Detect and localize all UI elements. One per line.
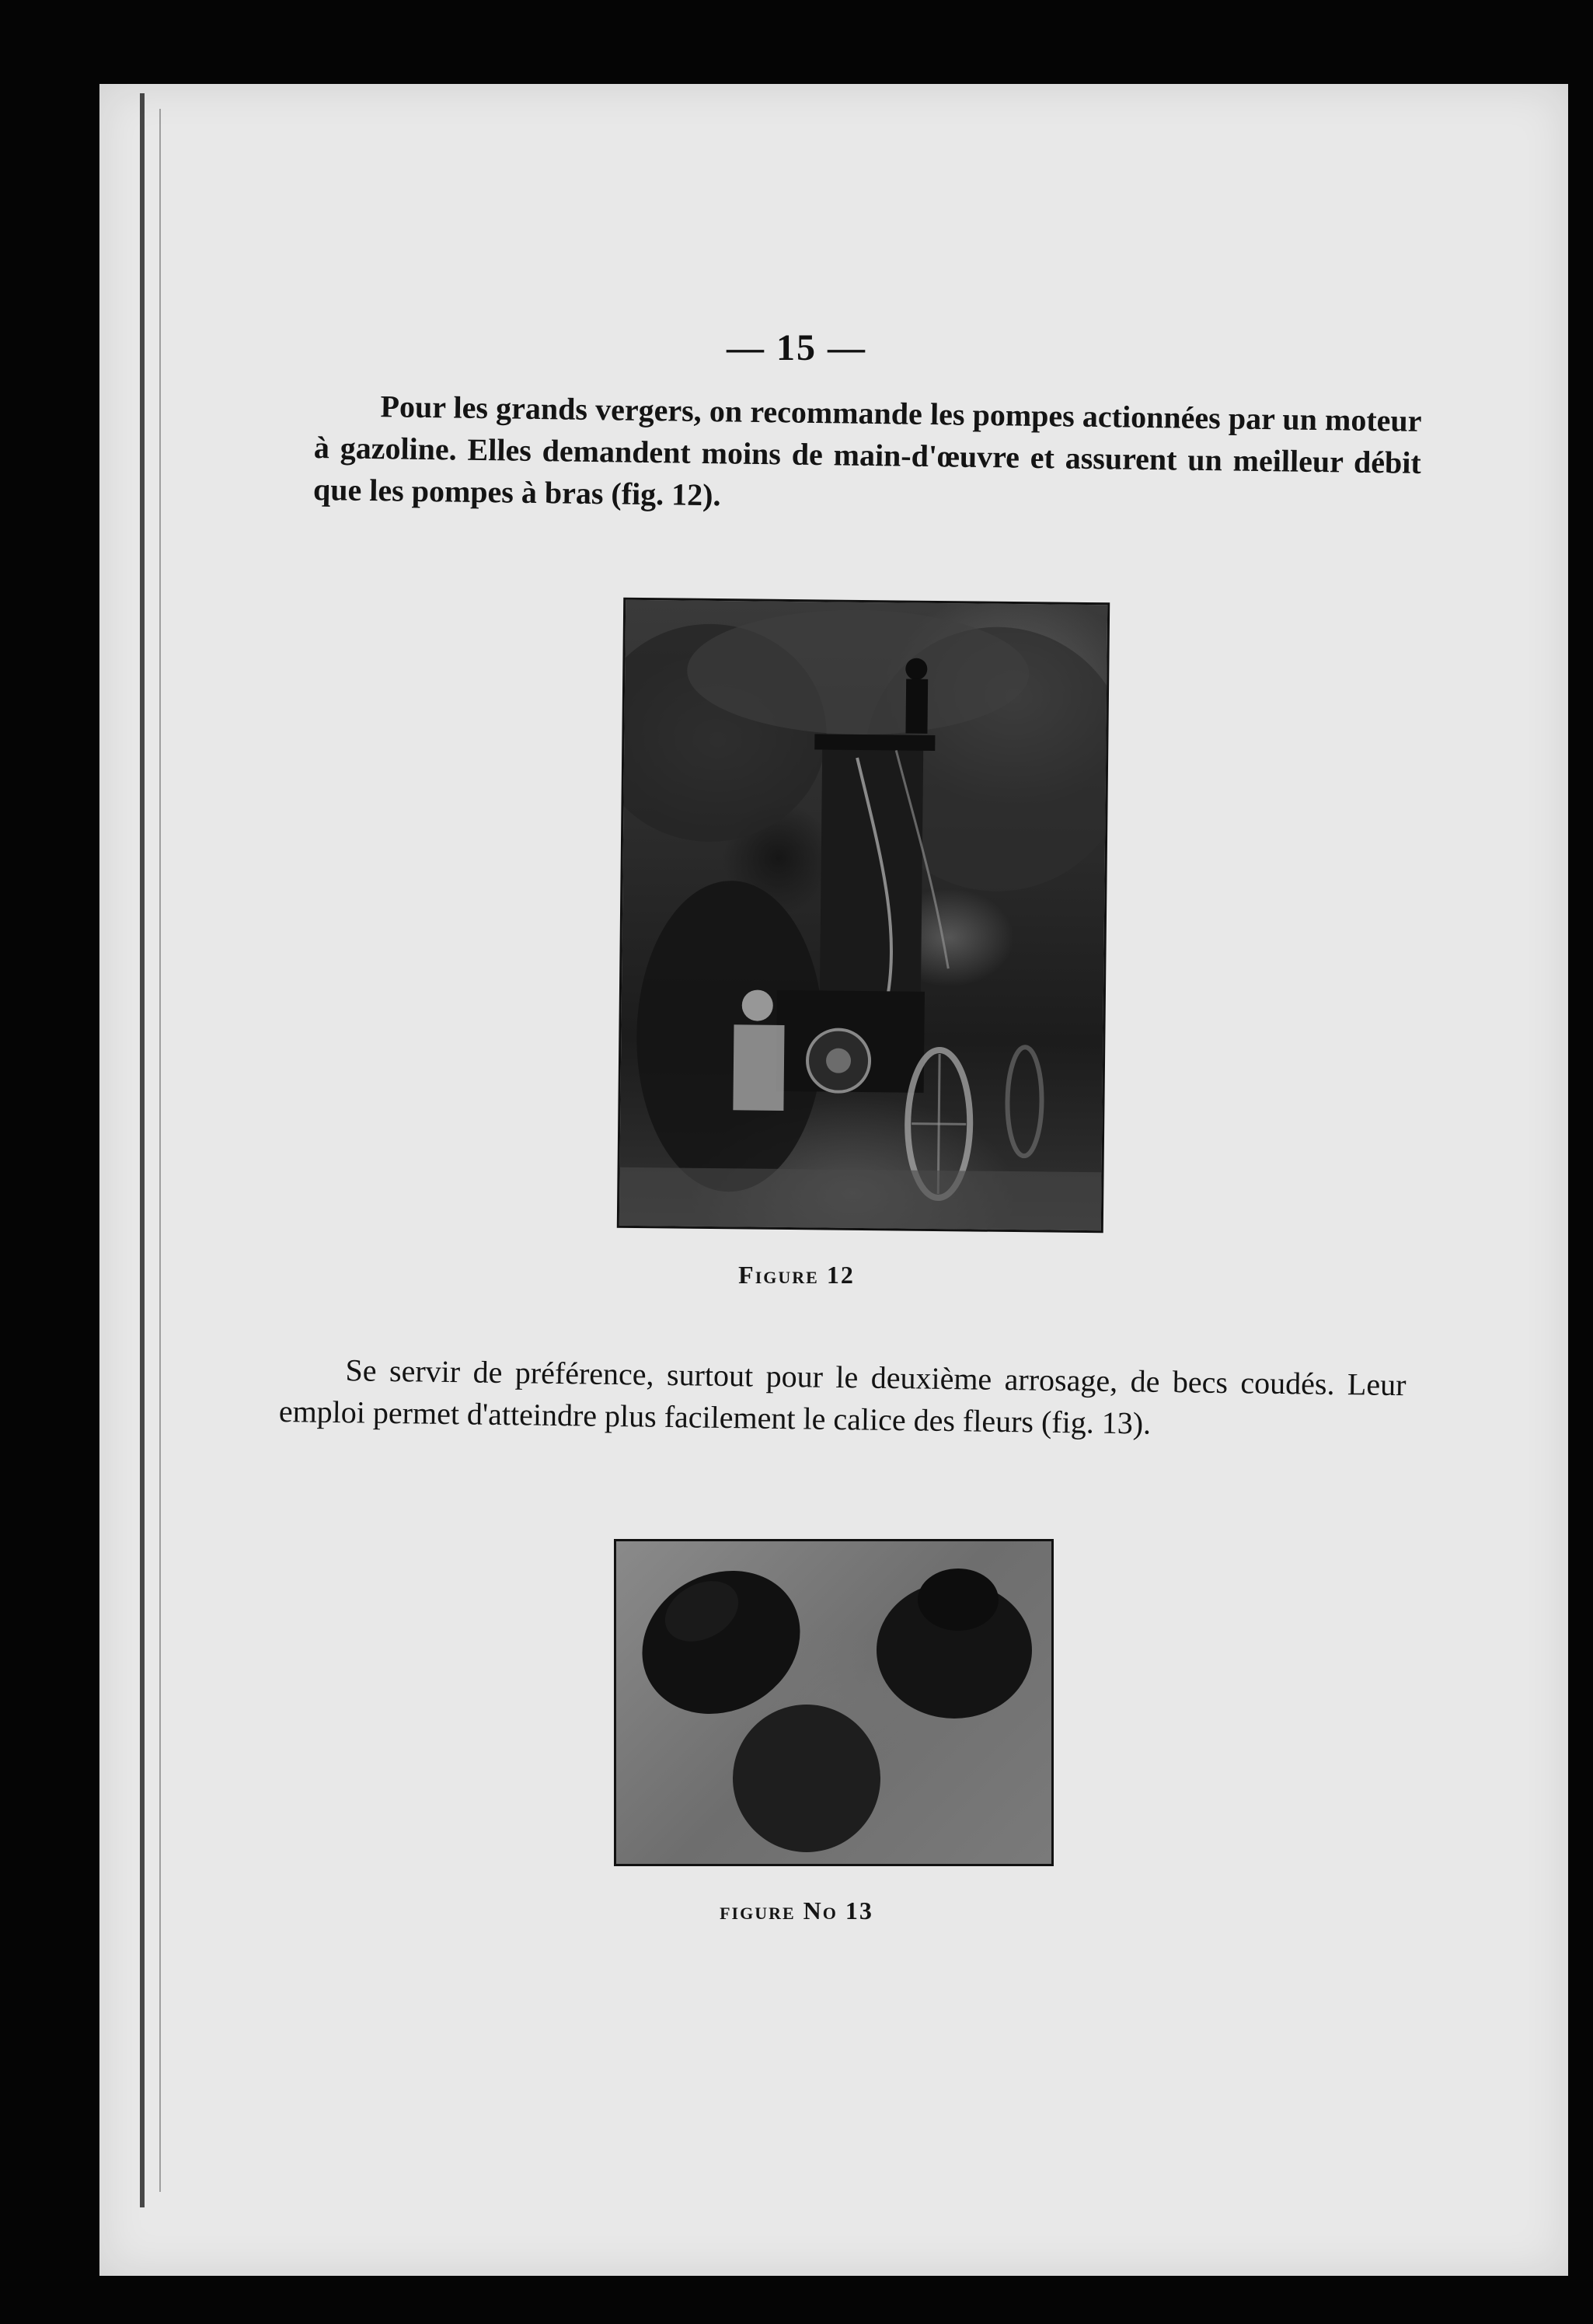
page-number: — 15 — (727, 327, 866, 368)
figure-12-caption: Figure 12 (738, 1261, 855, 1289)
paragraph-indent (314, 416, 380, 417)
nozzles-illustration (616, 1541, 1051, 1864)
paragraph-orchard-pumps (313, 385, 1422, 526)
paragraph-angled-nozzles (278, 1349, 1406, 1448)
figure-13-photo (614, 1539, 1054, 1866)
paragraph-angled-nozzles-text: Se servir de préférence, surtout pour le deuxième arrosage, de becs coudés. Leur emploi permet d'atteindre plus facilement le calice des fleurs (fig. 13). (278, 1352, 1407, 1441)
figure-13-caption: figure No 13 (720, 1897, 873, 1924)
binding-edge (140, 93, 145, 2207)
figure-12-photo (617, 598, 1110, 1234)
paragraph-orchard-pumps-text: Pour les grands vergers, on recommande les pompes actionnées par un moteur à gazoline. Elles demandent moins de main-d'œuvre et assurent un meilleur débit que les pompes à bras (fig. 12). (312, 389, 1422, 513)
sprayer-illustration (619, 600, 1107, 1230)
binding-edge-inner (159, 109, 161, 2192)
